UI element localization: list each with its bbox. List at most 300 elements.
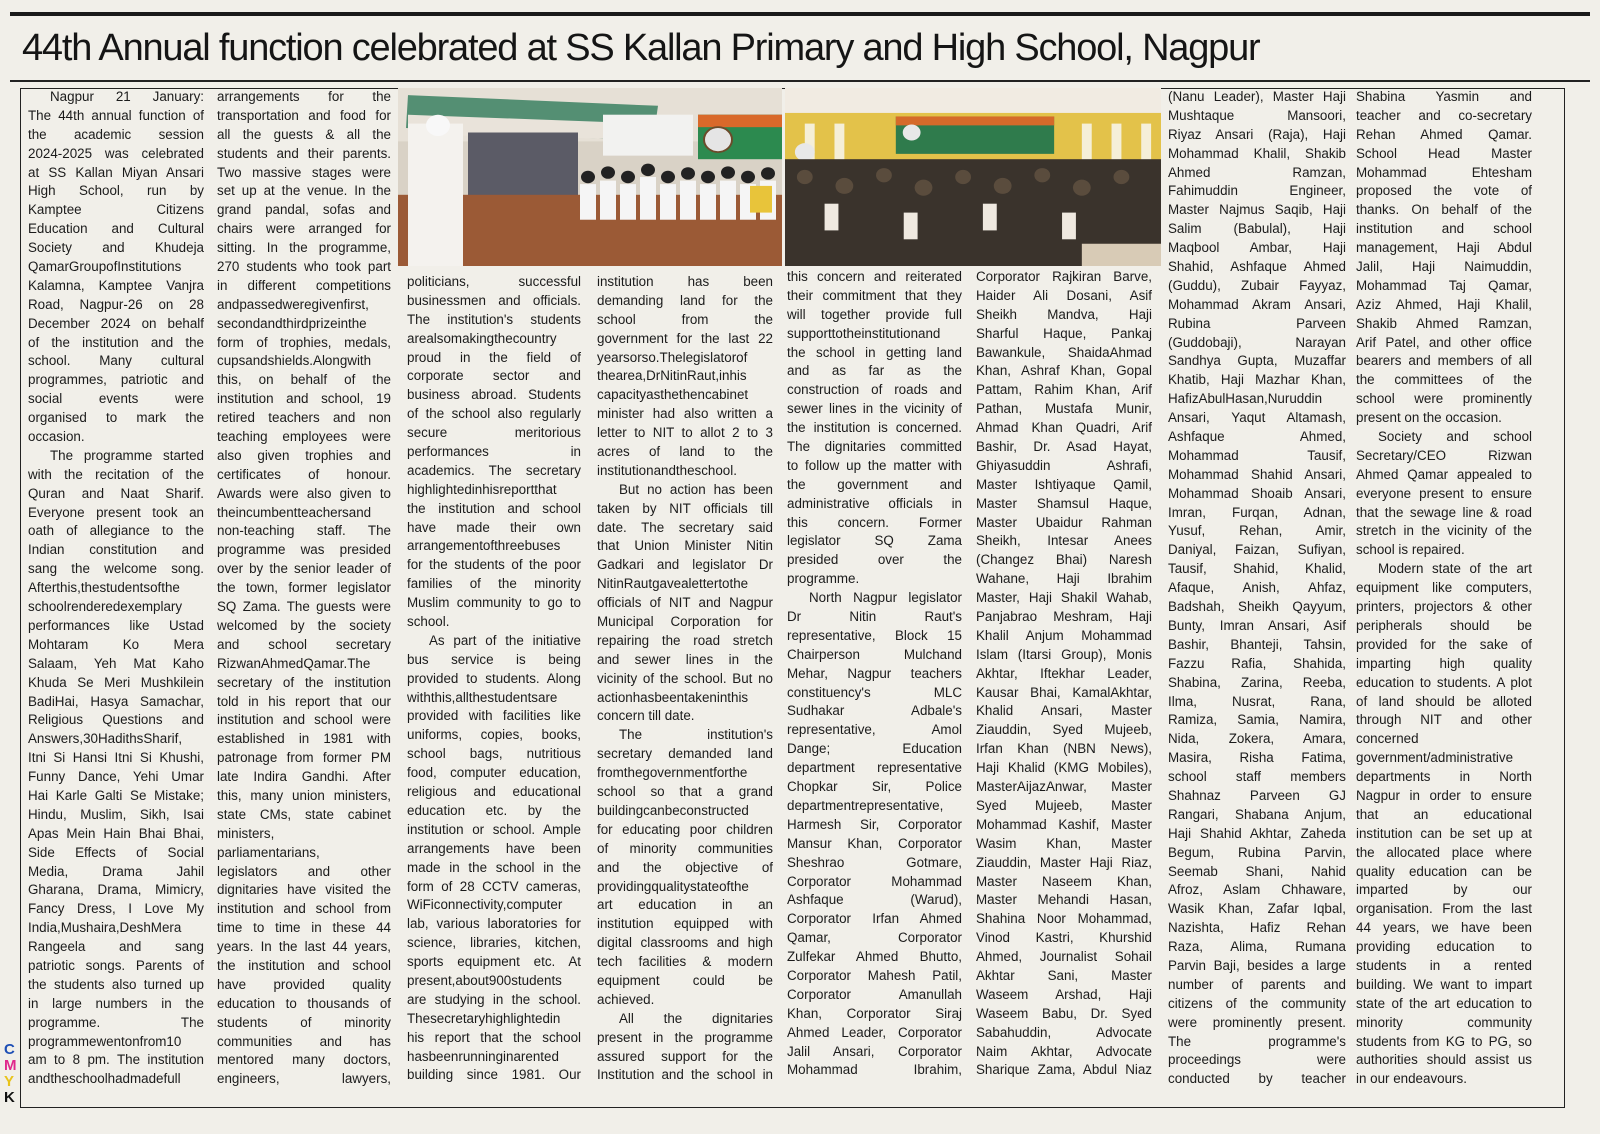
text-line: Mohammad Shahid Ansari, [1168, 466, 1346, 482]
text-line: 44 years, we have been [1356, 920, 1532, 936]
text-line: Everyone present took an [28, 504, 204, 520]
text-line: Begum, Rubina Parvin, [1168, 844, 1346, 860]
text-line: School Head Master [1356, 145, 1532, 161]
text-line: Ahmad Khan Quadri, Arif [976, 420, 1152, 436]
text-line: the institution is concerned. [787, 420, 962, 436]
text-line: buildingcanbeconstructed [597, 802, 749, 818]
text-line: Awards were also given to [217, 485, 391, 501]
text-line: that Union Minister Nitin [597, 538, 773, 554]
text-line: Raza, Alima, Rumana [1168, 939, 1346, 955]
text-line: equipment could be [597, 972, 773, 988]
text-line: institution or school. Ample [407, 821, 581, 837]
text-line: institution can be set up at [1356, 825, 1532, 841]
text-line: that the sewage line & road [1356, 504, 1532, 520]
text-line: The institution's students [407, 311, 581, 327]
text-line: grand pandal, sofas and [217, 202, 391, 218]
text-line: form of trophies, medals, [217, 334, 391, 350]
text-line: Side Effects of Social [28, 844, 204, 860]
text-line: Khan, Ashraf Khan, Gopal [976, 363, 1152, 379]
cmyk-m: M [4, 1057, 17, 1074]
text-line: Rangari, Shabana Anjum, [1168, 806, 1346, 822]
text-line: Salim (Babulal), Haji [1168, 221, 1346, 237]
text-line: of land should be alloted [1356, 693, 1532, 709]
text-line: Fazzu Rafia, Shahida, [1168, 655, 1346, 671]
text-line: secretary demanded land [597, 746, 773, 762]
text-line: made in the school in the [407, 859, 581, 875]
text-line: All the dignitaries [619, 1010, 773, 1026]
text-line: Mohammad Khalil, Shakib [1168, 145, 1346, 161]
text-line: for educating poor children [597, 821, 773, 837]
text-line: school staff members [1168, 769, 1346, 785]
text-line: programme. The [28, 1014, 204, 1030]
text-line: Nagpur 21 January: [50, 89, 204, 104]
text-line: thanks. On behalf of the [1356, 202, 1532, 218]
text-line: and the objective of [597, 859, 773, 875]
text-line: secure meritorious [407, 425, 581, 441]
text-line: arrangementofthreebuses [407, 538, 561, 554]
text-line: oath of allegiance to the [28, 523, 204, 539]
text-line: organisation. From the last [1356, 901, 1532, 917]
text-line: Corporator Rajkiran Barve, [976, 269, 1152, 284]
text-line: school were prominently [1356, 391, 1532, 407]
text-line: Rangeela and sang [28, 939, 204, 955]
text-line: peripherals should be [1356, 617, 1532, 633]
text-line: state CMs, state cabinet [217, 806, 391, 822]
text-line: The programme started [50, 447, 204, 463]
text-line: Apas Mein Hain Bhai Bhai, [28, 825, 204, 841]
text-line: (Nanu Leader), Master Haji [1168, 89, 1346, 104]
text-line: Qamar, Corporator [787, 930, 962, 946]
text-line: dignitaries have visited the [217, 882, 391, 898]
text-line: the committees of the [1356, 372, 1532, 388]
text-line: Ahmed Ramzan, [1168, 164, 1346, 180]
text-line: supporttotheinstitutionand [787, 325, 941, 341]
text-line: religious and educational [407, 784, 581, 800]
text-line: Master Najmus Saqib, Haji [1168, 202, 1346, 218]
text-line: NitinRautgavealettertothe [597, 576, 749, 592]
text-line: occasion. [28, 429, 85, 445]
text-line: Bashir, Dr. Asad Hayat, [976, 439, 1152, 455]
text-line: chairs were arranged for [217, 221, 391, 237]
text-line: Sheikh Mandva, Haji [976, 306, 1152, 322]
text-line: education to thousands of [217, 995, 391, 1011]
text-line: for the students of the poor [407, 557, 581, 573]
text-line: Jalil Ansari, Corporator [787, 1043, 962, 1059]
text-line: cupsandshields.Alongwith [217, 353, 372, 369]
audience-photo [785, 88, 1161, 266]
text-line: Answers,30HadithsSharif, [28, 731, 183, 747]
text-line: Sheikh, Intesar Anees [976, 533, 1152, 549]
text-line: have provided quality [217, 976, 391, 992]
text-line: Mohammad Akram Ansari, [1168, 296, 1346, 312]
text-line: Wasim Khan, Master [976, 835, 1152, 851]
text-line: secondandthirdprizeinthe [217, 315, 367, 331]
text-line: government for the last 22 [597, 330, 773, 346]
text-line: concerned [1356, 731, 1419, 747]
text-line: school. [407, 614, 450, 630]
text-line: food, computer education, [407, 765, 581, 781]
text-line: proposed the vote of [1356, 183, 1532, 199]
text-line: Municipal Corporation for [597, 614, 773, 630]
text-line: representative, Amol [787, 722, 962, 738]
text-line: Fancy Dress, I Love My [28, 901, 204, 917]
cmyk-k: K [4, 1089, 15, 1106]
text-line: Parvin Baji, besides a large [1168, 957, 1346, 973]
text-line: certificates of honour. [217, 466, 391, 482]
text-line: Dange; Education [787, 741, 962, 757]
text-line: thearea,DrNitinRaut,inhis [597, 368, 747, 384]
masthead-rule [10, 12, 1590, 16]
text-line: Kausar Bhai, KamalAkhtar, [976, 684, 1152, 700]
text-line: programmewentonfrom10 [28, 1033, 182, 1049]
text-line: achieved. [597, 991, 655, 1007]
text-line: Gharana, Drama, Mimicry, [28, 882, 204, 898]
text-line: providing education to [1356, 939, 1532, 955]
text-line: Haji Shahid Akhtar, Zaheda [1168, 825, 1346, 841]
text-line: Indian constitution and [28, 542, 204, 558]
text-line: Islam (Itarsi Group), Monis [976, 646, 1152, 662]
text-line: Irfan Khan (NBN News), [976, 741, 1152, 757]
text-line: Haider Ali Dosani, Asif [976, 287, 1152, 303]
text-line: transportation and food for [217, 107, 391, 123]
text-line: minister had also written a [597, 406, 773, 422]
text-line: vicinity of the school. But no [597, 670, 773, 686]
text-line: Corporator Irfan Ahmed [787, 911, 962, 927]
text-line: Corporator Amanullah [787, 986, 962, 1002]
text-line: Religious Questions and [28, 712, 204, 728]
text-line: Tausif, Shahid, Khalid, [1168, 561, 1346, 577]
article-column-5 [787, 268, 962, 1080]
text-line: Gadkari and legislator Dr [597, 557, 773, 573]
text-line: Ahmed Qamar appealed to [1356, 466, 1532, 482]
text-line: non-teaching staff. The [217, 523, 391, 539]
text-line: Salaam, Yeh Mat Kaho [28, 655, 204, 671]
text-line: Shahina Noor Mohammad, [976, 911, 1152, 927]
text-line: officials of NIT and Nagpur [597, 595, 773, 611]
text-line: through NIT and other [1356, 712, 1532, 728]
text-line: Corporator Mahesh Patil, [787, 967, 962, 983]
text-line: Kamptee Citizens [28, 202, 204, 218]
text-line: Nagpur in order to ensure [1356, 787, 1532, 803]
text-line: this, on behalf of the [217, 372, 391, 388]
text-line: Ahmed, Journalist Sohail [976, 949, 1152, 965]
text-line: art education in an [597, 897, 773, 913]
text-line: High School, run by [28, 183, 204, 199]
text-line: his report that the school [407, 1029, 581, 1045]
text-line: Corporator Mohammad [787, 873, 962, 889]
text-line: (Changez Bhai) Naresh [976, 552, 1152, 568]
text-line: of minority communities [597, 840, 773, 856]
text-line: acres of land to the [597, 444, 773, 460]
text-line: Ashfaque (Warud), [787, 892, 962, 908]
text-line: the school in getting land [787, 344, 962, 360]
text-line: Fahimuddin Engineer, [1168, 183, 1346, 199]
text-line: am to 8 pm. The institution [28, 1052, 204, 1068]
text-line: Master Ishtiyaque Qamil, [976, 476, 1152, 492]
text-line: conducted by teacher [1168, 1071, 1346, 1087]
text-line: citizens of the community [1168, 995, 1346, 1011]
text-line: Riyaz Ansari (Raja), Haji [1168, 126, 1346, 142]
text-line: fromthegovernmentforthe [597, 765, 748, 781]
text-line: representative, Block 15 [787, 627, 962, 643]
text-line: institution and school were [217, 712, 391, 728]
text-line: also given trophies and [217, 447, 391, 463]
text-line: Two massive stages were [217, 164, 391, 180]
text-line: provided for the sake of [1356, 636, 1532, 652]
article-column-4 [597, 273, 773, 1085]
text-line: sewer lines in the vicinity of [787, 401, 962, 417]
text-line: (Guddu), Zubair Fayyaz, [1168, 277, 1346, 293]
text-line: WiFiconnectivity,computer [407, 897, 563, 913]
text-line: institutionandtheschool. [597, 462, 737, 478]
text-line: all the guests & all the [217, 126, 391, 142]
text-line: QamarGroupofInstitutions [28, 259, 182, 275]
text-line: providingqualitystateofthe [597, 878, 749, 894]
text-line: uniforms, copies, books, [407, 727, 581, 743]
text-line: Sandhya Gupta, Muzaffar [1168, 353, 1346, 369]
text-line: students of minority [217, 1014, 391, 1030]
text-line: Society and school [1378, 429, 1532, 445]
text-line: number of parents and [1168, 976, 1346, 992]
text-line: to follow up the matter with [787, 457, 962, 473]
text-line: Afroz, Aslam Chhaware, [1168, 882, 1346, 898]
text-line: building. We want to impart [1356, 976, 1532, 992]
article-column-3 [407, 273, 581, 1085]
text-line: Muslim community to go to [407, 595, 581, 611]
text-line: Shabina, Zarina, Reeba, [1168, 674, 1346, 690]
text-line: mentored many doctors, [217, 1052, 391, 1068]
text-line: Ghiyasuddin Ashrafi, [976, 457, 1152, 473]
text-line: capacityasthethencabinet [597, 387, 749, 403]
text-line: Mohammad Shoaib Ansari, [1168, 485, 1346, 501]
text-line: present on the occasion. [1356, 410, 1502, 426]
text-line: arealsomakingthecountry [407, 330, 557, 346]
text-line: time to time in these 44 [217, 920, 391, 936]
text-line: programme. [787, 571, 860, 587]
text-line: present,about900students [407, 972, 562, 988]
text-line: Shahid, Ashfaque Ahmed [1168, 259, 1346, 275]
text-line: digital classrooms and high [597, 935, 773, 951]
text-line: Wasik Khan, Zafar Iqbal, [1168, 901, 1346, 917]
text-line: Wahane, Haji Ibrahim [976, 571, 1152, 587]
text-line: Ramiza, Samia, Namira, [1168, 712, 1346, 728]
text-line: Nida, Zokera, Amara, [1168, 731, 1346, 747]
text-line: school is repaired. [1356, 542, 1465, 558]
article-column-6 [976, 268, 1152, 1080]
text-line: Aziz Ahmed, Haji Khalil, [1356, 296, 1532, 312]
text-line: performances like Ustad [28, 617, 204, 633]
text-line: this, many union ministers, [217, 787, 391, 803]
text-line: engineers, lawyers, [217, 1071, 391, 1087]
text-line: repairing the road stretch [597, 632, 773, 648]
text-line: education to students. A plot [1356, 674, 1532, 690]
text-line: Institution and the school in [597, 1067, 773, 1083]
photo-icon [785, 88, 1161, 266]
text-line: RizwanAhmedQamar.The [217, 655, 371, 671]
text-line: Khuda Se Meri Mushkilein [28, 674, 204, 690]
text-line: Secretary/CEO Rizwan [1356, 447, 1532, 463]
text-line: Rehan Ahmed Qamar. [1356, 126, 1532, 142]
text-line: their commitment that they [787, 287, 962, 303]
text-line: Harmesh Sir, Corporator [787, 816, 962, 832]
text-line: Rubina Parveen [1168, 315, 1346, 331]
text-line: Sudhakar Adbale's [787, 703, 962, 719]
text-line: Sheshrao Gotmare, [787, 854, 962, 870]
text-line: Pattam, Rahim Khan, Arif [976, 382, 1152, 398]
text-line: demanding land for the [597, 292, 773, 308]
text-line: Syed Mujeeb, Master [976, 797, 1152, 813]
text-line: Masira, Risha Fatima, [1168, 750, 1346, 766]
text-line: HafizAbulHasan,Nuruddin [1168, 391, 1323, 407]
text-line: departmentrepresentative, [787, 797, 944, 813]
text-line: are studying in the school. [407, 991, 581, 1007]
text-line: Bashir, Bhanteji, Tahsin, [1168, 636, 1346, 652]
text-line: Master Shamsul Haque, [976, 495, 1152, 511]
text-line: patriotic songs. Parents of [28, 957, 204, 973]
text-line: the town, former legislator [217, 580, 391, 596]
text-line: construction of roads and [787, 382, 962, 398]
text-line: Khan, Corporator Siraj [787, 1005, 962, 1021]
text-line: schoolrenderedexemplary [28, 599, 183, 615]
text-line: Akhtar Sani, Master [976, 967, 1152, 983]
text-line: businessmen and officials. [407, 292, 581, 308]
text-line: performances in [407, 444, 581, 460]
text-line: business abroad. Students [407, 387, 581, 403]
text-line: secretary of the institution [217, 674, 391, 690]
text-line: Chairperson Mulchand [787, 646, 962, 662]
text-line: The institution's [619, 727, 773, 743]
text-line: in large numbers in the [28, 995, 204, 1011]
text-line: imparted by our [1356, 882, 1532, 898]
text-line: programme was presided [217, 542, 391, 558]
text-line: Panjabrao Meshram, Haji [976, 609, 1152, 625]
text-line: late Indira Gandhi. After [217, 769, 391, 785]
text-line: students and their parents. [217, 145, 391, 161]
text-line: Khalid Ansari, Master [976, 703, 1152, 719]
article-column-1 [28, 88, 204, 1089]
text-line: in different competitions [217, 277, 391, 293]
text-line: As part of the initiative [429, 632, 581, 648]
text-line: of the school also regularly [407, 406, 581, 422]
cmyk-registration-marks [4, 1042, 17, 1106]
text-line: Khalil Anjum Mohammad [976, 627, 1152, 643]
text-line: Daniyal, Faizan, Sufiyan, [1168, 542, 1346, 558]
text-line: Mohammad Kashif, Master [976, 816, 1152, 832]
text-line: welcomed by the society [217, 617, 391, 633]
text-line: Mohammad Ehtesham [1356, 164, 1532, 180]
headline: 44th Annual function celebrated at SS Kallan Primary and High School, Nagpur [22, 27, 1260, 69]
text-line: students from KG to PG, so [1356, 1033, 1532, 1049]
text-line: Mohammad Ibrahim, [787, 1062, 962, 1078]
text-line: provided to students. Along [407, 670, 581, 686]
cmyk-c: C [4, 1041, 15, 1058]
text-line: date. The secretary said [597, 519, 773, 535]
text-line: form of 28 CCTV cameras, [407, 878, 581, 894]
text-line: that an educational [1356, 806, 1532, 822]
text-line: highlightedinhisreportthat [407, 481, 557, 497]
text-line: lab, various laboratories for [407, 916, 581, 932]
text-line: present in the programme [597, 1029, 773, 1045]
text-line: equipment like computers, [1356, 580, 1532, 596]
text-line: India,Mushaira,DeshMera [28, 920, 182, 936]
text-line: hasbeenrunninginarented [407, 1048, 559, 1064]
text-line: Mohammad Tausif, [1168, 447, 1346, 463]
text-line: Khatib, Haji Mazhar Khan, [1168, 372, 1346, 388]
text-line: school from the [597, 311, 773, 327]
text-line: patronage from former PM [217, 750, 391, 766]
text-line: provided with facilities like [407, 708, 581, 724]
text-line: 270 students who took part [217, 259, 391, 275]
text-line: presided over the [787, 552, 962, 568]
text-line: social events were [28, 391, 204, 407]
text-line: Arif Patel, and other office [1356, 334, 1532, 350]
text-line: government/administrative [1356, 750, 1514, 766]
text-line: school so that a grand [597, 784, 773, 800]
text-line: Master, Haji Shakil Wahab, [976, 590, 1152, 606]
text-line: Maqbool Ambar, Haji [1168, 240, 1346, 256]
text-line: communities and has [217, 1033, 391, 1049]
article-column-2 [217, 88, 391, 1089]
text-line: Hai Karle Galti Se Mistake; [28, 787, 204, 803]
text-line: Waseem Arshad, Haji [976, 986, 1152, 1002]
headline-rule [10, 80, 1590, 82]
text-line: Seemab Shani, Nahid [1168, 863, 1346, 879]
text-line: department representative [787, 760, 962, 776]
text-line: teaching employees were [217, 429, 391, 445]
text-line: school. Many cultural [28, 353, 204, 369]
text-line: withthis,allthestudentsare [407, 689, 558, 705]
text-line: Ahmed Leader, Corporator [787, 1024, 962, 1040]
text-line: set up at the venue. In the [217, 183, 391, 199]
text-line: state of the art education to [1356, 995, 1532, 1011]
text-line: ministers, [217, 825, 275, 841]
text-line: this concern. Former [787, 514, 962, 530]
text-line: Media, Drama Jahil [28, 863, 204, 879]
text-line: Kalamna, Kamptee Vanjra [28, 277, 204, 293]
text-line: Shabina Yasmin and [1356, 89, 1532, 104]
text-line: andpassedweregivenfirst, [217, 296, 369, 312]
text-line: actionhasbeentakeninthis [597, 689, 749, 705]
text-line: sitting. In the programme, [217, 240, 391, 256]
text-line: everyone present to ensure [1356, 485, 1532, 501]
text-line: Akhtar, Iftekhar Leader, [976, 665, 1152, 681]
text-line: the academic session [28, 126, 204, 142]
text-line: at SS Kallan Miyan Ansari [28, 164, 204, 180]
text-line: tech facilities & modern [597, 954, 773, 970]
text-line: in our endeavours. [1356, 1071, 1467, 1087]
text-line: 2024-2025 was celebrated [28, 145, 204, 161]
text-line: institution and school from [217, 901, 391, 917]
text-line: The 44th annual function of [28, 107, 204, 123]
text-line: programmes, patriotic and [28, 372, 204, 388]
text-line: education etc. by the [407, 802, 581, 818]
text-line: Shahnaz Parveen GJ [1168, 787, 1346, 803]
text-line: printers, projectors & other [1356, 599, 1532, 615]
text-line: Society and Khudeja [28, 240, 204, 256]
text-line: organised to mark the [28, 410, 204, 426]
text-line: and sewer lines in the [597, 651, 773, 667]
text-line: Funny Dance, Yehi Umar [28, 769, 204, 785]
text-line: theincumbentteachersand [217, 504, 372, 520]
text-line: science, libraries, kitchen, [407, 935, 581, 951]
text-line: letter to NIT to allot 2 to 3 [597, 425, 773, 441]
text-line: yearsorso.Thelegislatorof [597, 349, 748, 365]
text-line: school bags, nutritious [407, 746, 581, 762]
text-line: Mansur Khan, Corporator [787, 835, 962, 851]
text-line: Quran and Naat Sharif. [28, 485, 204, 501]
text-line: were prominently present. [1168, 1014, 1346, 1030]
article-column-8 [1356, 88, 1532, 1089]
